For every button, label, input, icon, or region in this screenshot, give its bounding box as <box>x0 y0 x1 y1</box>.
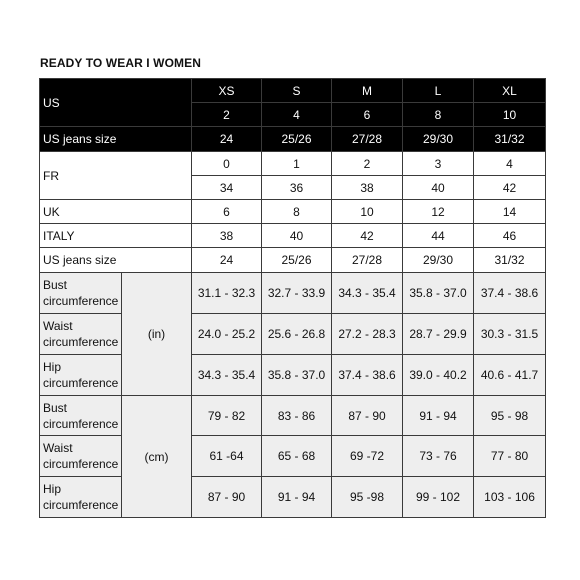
bust-cm-cell: 91 - 94 <box>403 396 474 436</box>
us-jeans-cell: 25/26 <box>262 127 332 152</box>
fr-cell: 42 <box>474 176 546 200</box>
hip-in-cell: 40.6 - 41.7 <box>474 355 546 396</box>
hip-cm-cell: 91 - 94 <box>262 477 332 518</box>
uk-cell: 8 <box>262 200 332 224</box>
bust-cm-label: Bust circumference <box>40 396 122 436</box>
italy-cell: 46 <box>474 224 546 248</box>
waist-in-cell: 24.0 - 25.2 <box>192 314 262 355</box>
hip-in-cell: 34.3 - 35.4 <box>192 355 262 396</box>
fr-cell: 40 <box>403 176 474 200</box>
bust-cm-row <box>40 396 546 436</box>
bust-cm-cell: 79 - 82 <box>192 396 262 436</box>
us-jeans-row <box>40 248 546 273</box>
hip-in-cell: 35.8 - 37.0 <box>262 355 332 396</box>
waist-in-cell: 27.2 - 28.3 <box>332 314 403 355</box>
hip-cm-cell: 99 - 102 <box>403 477 474 518</box>
fr-cell: 0 <box>192 152 262 176</box>
bust-in-cell: 34.3 - 35.4 <box>332 273 403 314</box>
italy-cell: 38 <box>192 224 262 248</box>
waist-in-cell: 30.3 - 31.5 <box>474 314 546 355</box>
size-header-xs: XS <box>192 79 262 103</box>
hip-in-row <box>40 355 546 396</box>
uk-label: UK <box>40 200 192 224</box>
us-jeans-top-label: US jeans size <box>40 127 192 152</box>
bust-cm-cell: 87 - 90 <box>332 396 403 436</box>
waist-in-row <box>40 314 546 355</box>
fr-cell: 34 <box>192 176 262 200</box>
us-jeans-label: US jeans size <box>40 248 192 273</box>
uk-cell: 6 <box>192 200 262 224</box>
waist-in-cell: 25.6 - 26.8 <box>262 314 332 355</box>
fr-row-1 <box>40 152 546 176</box>
fr-cell: 3 <box>403 152 474 176</box>
us-jeans-cell: 24 <box>192 127 262 152</box>
waist-cm-row <box>40 436 546 477</box>
bust-in-cell: 32.7 - 33.9 <box>262 273 332 314</box>
fr-label: FR <box>40 152 192 200</box>
bust-in-row <box>40 273 546 314</box>
us-jeans-top-row <box>40 127 546 152</box>
italy-cell: 42 <box>332 224 403 248</box>
uk-cell: 12 <box>403 200 474 224</box>
fr-cell: 1 <box>262 152 332 176</box>
italy-cell: 40 <box>262 224 332 248</box>
size-header-s: S <box>262 79 332 103</box>
bust-in-cell: 35.8 - 37.0 <box>403 273 474 314</box>
fr-cell: 2 <box>332 152 403 176</box>
size-header-l: L <box>403 79 474 103</box>
bust-in-label: Bust circumference <box>40 273 122 314</box>
us-letter-row <box>40 79 546 103</box>
bust-in-cell: 37.4 - 38.6 <box>474 273 546 314</box>
us-size-cell: 2 <box>192 103 262 127</box>
us-size-cell: 10 <box>474 103 546 127</box>
hip-in-cell: 37.4 - 38.6 <box>332 355 403 396</box>
size-chart-table <box>39 78 546 518</box>
fr-cell: 36 <box>262 176 332 200</box>
hip-cm-cell: 103 - 106 <box>474 477 546 518</box>
bust-cm-cell: 83 - 86 <box>262 396 332 436</box>
waist-cm-cell: 77 - 80 <box>474 436 546 477</box>
uk-row <box>40 200 546 224</box>
inches-unit-label: (in) <box>122 273 192 396</box>
hip-in-cell: 39.0 - 40.2 <box>403 355 474 396</box>
italy-row <box>40 224 546 248</box>
waist-in-cell: 28.7 - 29.9 <box>403 314 474 355</box>
us-jeans-cell: 29/30 <box>403 127 474 152</box>
size-header-xl: XL <box>474 79 546 103</box>
us-size-cell: 4 <box>262 103 332 127</box>
us-jeans-cell: 24 <box>192 248 262 273</box>
us-jeans-cell: 27/28 <box>332 127 403 152</box>
hip-cm-row <box>40 477 546 518</box>
us-jeans-cell: 25/26 <box>262 248 332 273</box>
us-jeans-cell: 31/32 <box>474 248 546 273</box>
page-title: READY TO WEAR I WOMEN <box>40 56 201 70</box>
hip-cm-cell: 95 -98 <box>332 477 403 518</box>
us-size-cell: 8 <box>403 103 474 127</box>
waist-cm-label: Waist circumference <box>40 436 122 477</box>
waist-cm-cell: 65 - 68 <box>262 436 332 477</box>
fr-cell: 4 <box>474 152 546 176</box>
us-label: US <box>40 79 192 127</box>
cm-unit-label: (cm) <box>122 396 192 518</box>
fr-cell: 38 <box>332 176 403 200</box>
hip-in-label: Hip circumference <box>40 355 122 396</box>
us-size-cell: 6 <box>332 103 403 127</box>
us-jeans-cell: 29/30 <box>403 248 474 273</box>
hip-cm-cell: 87 - 90 <box>192 477 262 518</box>
bust-cm-cell: 95 - 98 <box>474 396 546 436</box>
uk-cell: 10 <box>332 200 403 224</box>
uk-cell: 14 <box>474 200 546 224</box>
waist-cm-cell: 73 - 76 <box>403 436 474 477</box>
bust-in-cell: 31.1 - 32.3 <box>192 273 262 314</box>
us-jeans-cell: 31/32 <box>474 127 546 152</box>
waist-in-label: Waist circumference <box>40 314 122 355</box>
italy-label: ITALY <box>40 224 192 248</box>
waist-cm-cell: 69 -72 <box>332 436 403 477</box>
size-header-m: M <box>332 79 403 103</box>
us-jeans-cell: 27/28 <box>332 248 403 273</box>
hip-cm-label: Hip circumference <box>40 477 122 518</box>
italy-cell: 44 <box>403 224 474 248</box>
waist-cm-cell: 61 -64 <box>192 436 262 477</box>
